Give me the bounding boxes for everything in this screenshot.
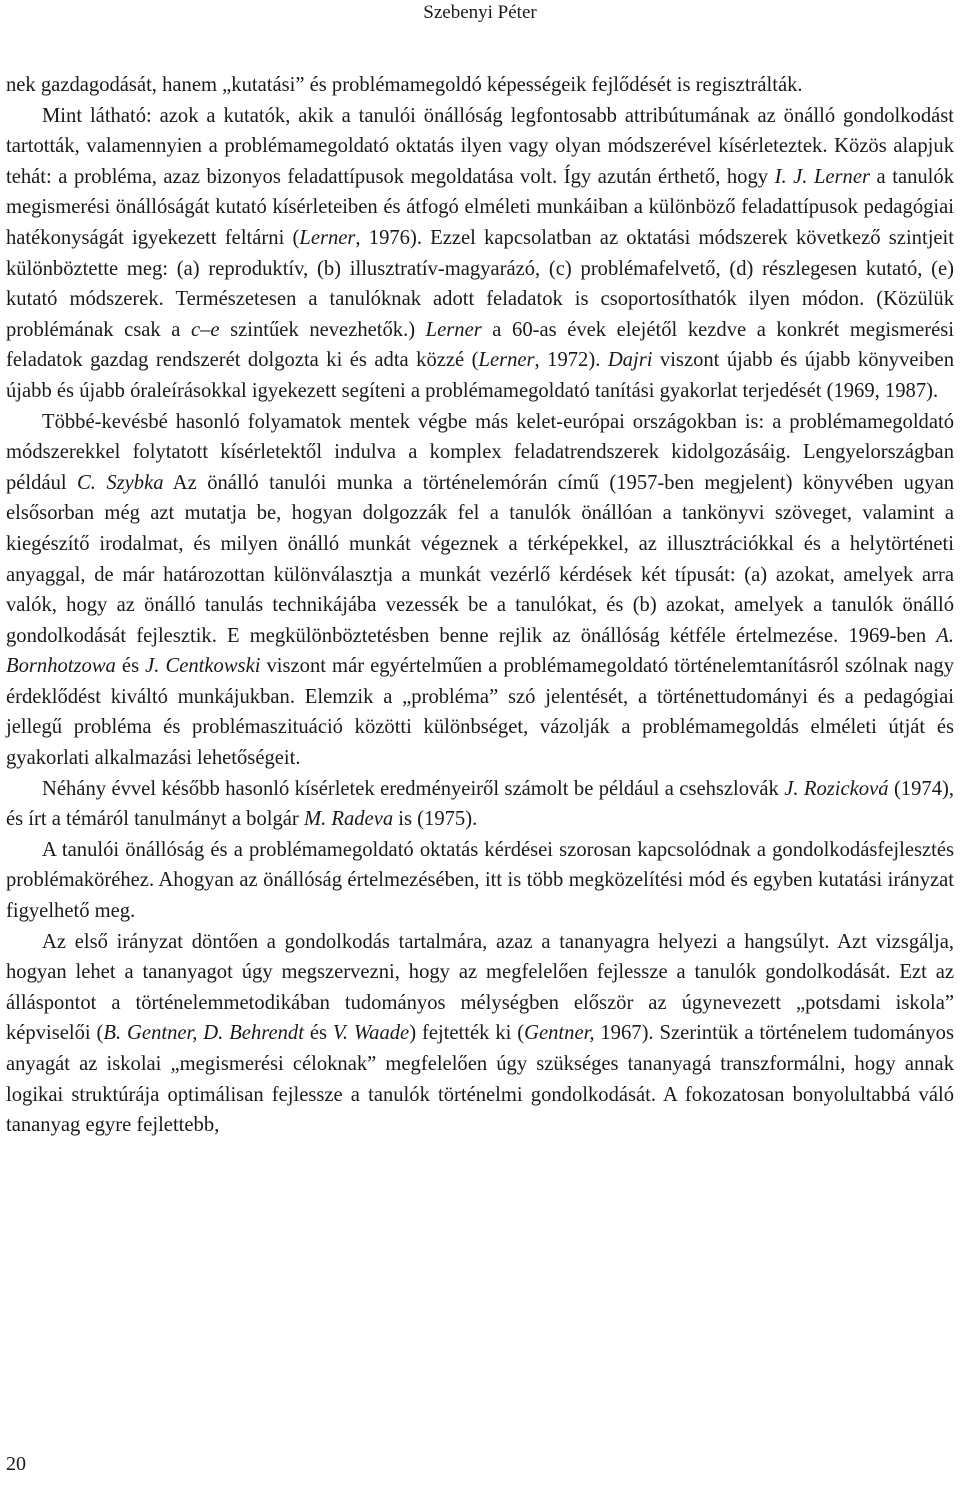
italic-reference: B. Gentner, D. Behrendt: [103, 1022, 304, 1045]
italic-reference: C. Szybka: [77, 471, 164, 494]
text-run: ) fejtették ki (: [409, 1022, 525, 1045]
text-run: A tanulói önállóság és a problémamegoldató oktatás kérdései szorosan kapcsolódnak a gondolkodásfejlesztés problémaköréhez. Ahogyan az önállóság értelmezésében, itt is több megközelítési mód és egyben kutatási irányzat figyelhető meg.: [6, 838, 954, 923]
running-header: Szebenyi Péter: [423, 2, 537, 23]
text-run: is (1975).: [393, 808, 478, 831]
italic-reference: I. J. Lerner: [774, 165, 871, 188]
text-run: (1974), és írt a témáról tanulmányt a bolgár: [6, 777, 955, 831]
paragraph: [6, 927, 954, 1141]
italic-reference: J. Centkowski: [145, 655, 261, 678]
text-run: 1967). Szerintük a történelem tudományos anyagát az iskolai „megismerési céloknak” megfelelően úgy szükséges tananyagá transzformálni, hogy annak logikai struktúrája optimálisan fejlessze a tanulók történelmi gondolkodását. A fokozatosan bonyolultabbá váló tananyag egyre fejlettebb,: [6, 1022, 954, 1137]
paragraph: [6, 101, 954, 407]
italic-reference: M. Radeva: [303, 808, 394, 831]
text-run: , 1972).: [534, 349, 608, 372]
text-run: Mint látható: azok a kutatók, akik a tanulói önállóság legfontosabb attribútumának az önálló gondolkodást tartották, valamennyien a problémamegoldató oktatás ilyen vagy olyan módszerével kísérleteztek. Közös alapjuk tehát: a probléma, azaz bizonyos feladattípusok megoldatása volt. Így azután érthető, hogy: [6, 104, 954, 188]
paragraph: [6, 835, 954, 927]
text-run: és: [303, 1022, 333, 1045]
text-run: Néhány évvel később hasonló kísérletek eredményeiről számolt be például a csehszlovák: [42, 777, 785, 800]
italic-reference: Lerner: [425, 318, 482, 341]
text-run: a 60-as évek elejétől kezdve a konkrét megismerési feladatok gazdag rendszerét dolgozta ki és adta közzé (: [6, 318, 954, 372]
text-run: nek gazdagodását, hanem „kutatási” és problémamegoldó képességeik fejlődését is regisztrálták.: [6, 74, 803, 96]
text-run: Az első irányzat döntően a gondolkodás tartalmára, azaz a tananyagra helyezi a hangsúlyt. Azt vizsgálja, hogyan lehet a tananyagot úgy megszervezni, hogy az megfelelően fejlessze a tanulók gondolkodását. Ezt az álláspontot a történelemmetodikában tudományos mélységben először az úgynevezett „potsdami iskola” képviselői (: [6, 930, 954, 1045]
text-run: viszont újabb és újabb könyveiben újabb és újabb óraleírásokkal igyekezett segíteni a problémamegoldató tanítási gyakorlat terjedését (1969, 1987).: [6, 349, 954, 402]
italic-reference: Gentner,: [524, 1022, 595, 1045]
italic-reference: Dajri: [607, 349, 653, 372]
italic-reference: J. Rozicková: [784, 777, 889, 800]
italic-reference: A. Bornhotzowa: [6, 624, 954, 678]
paragraph: [6, 70, 954, 101]
text-run: viszont már egyértelműen a problémamegoldató történelemtanításról szólnak nagy érdeklődést kiváltó munkájukban. Elemzik a „probléma” szó jelentését, a történettudományi és a pedagógiai jellegű probléma és problémaszituáció közötti különbséget, vázolják a problémamegoldás elméleti útját és gyakorlati alkalmazási lehetőségeit.: [6, 655, 954, 770]
page-number: 20: [6, 1453, 26, 1475]
text-run: Az önálló tanulói munka a történelemórán című (1957-ben megjelent) könyvében ugyan elsősorban még azt mutatja be, hogyan dolgozzák fel a tanulók önállóan a tankönyvi szöveget, valamint a kiegészítő irodalmat, és milyen önálló munkát végeznek a térképekkel, az illusztrációkkal és a helytörténeti anyaggal, de már határozottan különválasztja a munkát vezérlő kérdések két típusát: (a) azokat, amelyek arra valók, hogy az önálló tanulás technikájába vezessék be a tanulókat, és (b) azokat, amelyek a tanulók önálló gondolkodását fejlesztik. E megkülönböztetésben benne rejlik az önállóság kétféle értelmezése. 1969-ben: [6, 471, 955, 647]
text-run: , 1976). Ezzel kapcsolatban az oktatási módszerek következő szintjeit különböztette meg: (a) reproduktív, (b) illusztratív-magyarázó, (c) problémafelvető, (d) részlegesen kutató, (e) kutató módszerek. Természetesen a tanulóknak adott feladatok is csoportosíthatók ilyen módon. (Közülük problémának csak a: [6, 226, 954, 341]
text-run: és: [115, 655, 146, 678]
text-run: szintűek nevezhetők.): [219, 318, 426, 341]
paragraph: [6, 407, 954, 774]
italic-reference: V. Waade: [332, 1022, 410, 1045]
italic-reference: Lerner: [299, 226, 356, 249]
body-text: [6, 70, 954, 1141]
text-run: Többé-kevésbé hasonló folyamatok mentek végbe más kelet-európai országokban is: a problémamegoldató módszerekkel folytatott kísérletektől indulva a komplex feladatrendszerek kidolgozásáig. Lengyelországban például: [6, 410, 954, 494]
italic-reference: Lerner: [478, 349, 535, 372]
italic-reference: c–e: [190, 318, 220, 341]
text-run: a tanulók megismerési önállóságát kutató kísérleteiben és átfogó elméleti munkáiban a különböző feladattípusok pedagógiai hatékonyságát igyekezett feltárni (: [6, 165, 954, 249]
paragraph: [6, 774, 954, 835]
